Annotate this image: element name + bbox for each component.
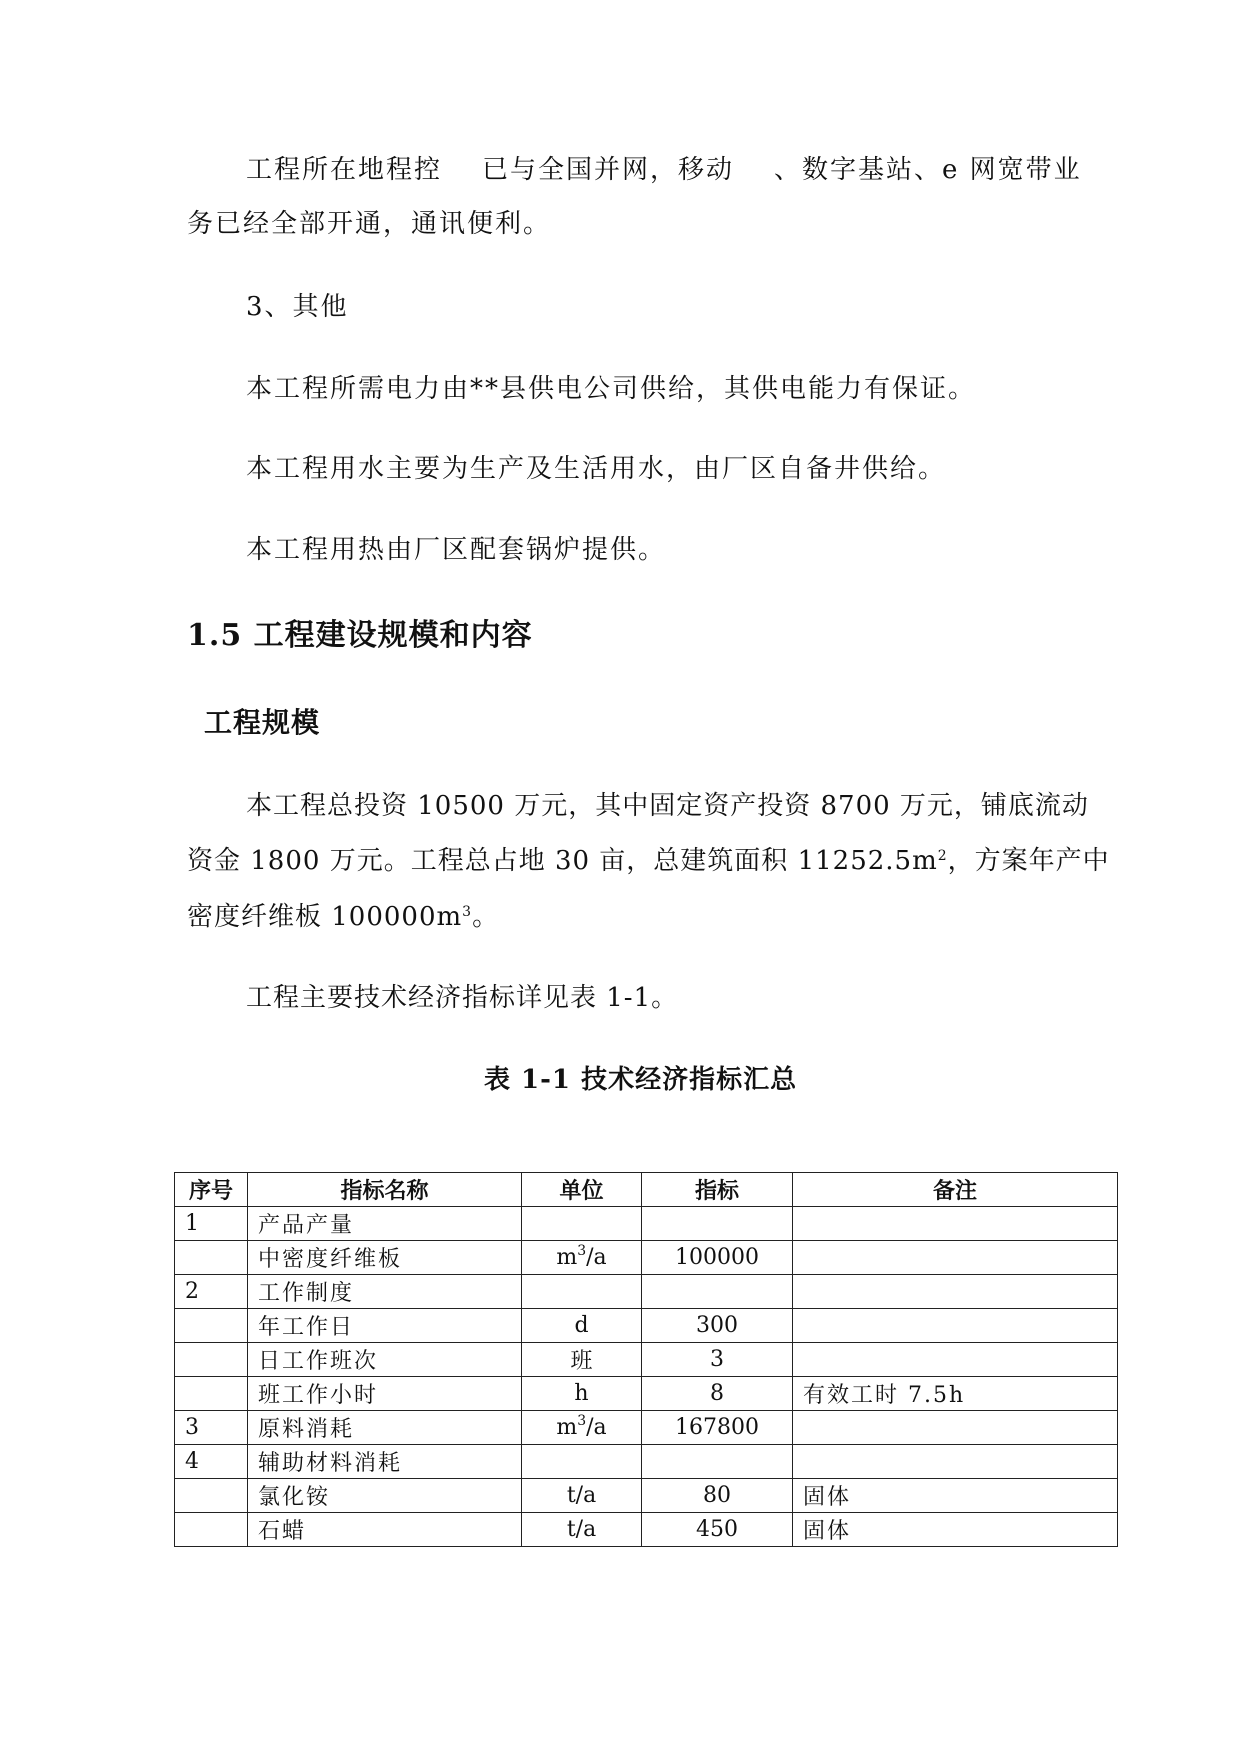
note-cell [793,1241,1118,1275]
telecom-text-b: 已与全国并网，移动 [482,155,735,185]
row-number-cell: 3 [175,1411,248,1445]
scale-line2-text-a: 资金 1800 万元。工程总占地 30 亩，总建筑面积 11252.5m [187,846,938,876]
indicator-name-cell: 产品产量 [248,1207,522,1241]
table-body [175,1207,1118,1547]
note-cell [793,1343,1118,1377]
note-cell [793,1275,1118,1309]
unit-suffix: /a [586,1245,607,1270]
indicator-value-cell: 450 [642,1513,793,1547]
unit-cell [522,1479,642,1513]
note-cell: 固体 [793,1479,1118,1513]
unit-superscript: 3 [577,1243,587,1259]
indicator-value-cell [642,1445,793,1479]
indicator-name-cell: 日工作班次 [248,1343,522,1377]
unit-text: t/a [566,1483,597,1508]
paragraph-power: 本工程所需电力由**县供电公司供给，其供电能力有保证。 [246,374,977,404]
unit-cell [522,1343,642,1377]
row-number-cell: 2 [175,1275,248,1309]
table-caption: 表 1-1 技术经济指标汇总 [484,1065,798,1095]
unit-cell [522,1309,642,1343]
note-cell [793,1411,1118,1445]
unit-cell [522,1377,642,1411]
scale-line1: 本工程总投资 10500 万元，其中固定资产投资 8700 万元，铺底流动 [246,791,1089,821]
unit-text: m [556,1245,578,1270]
table-row [175,1513,1118,1547]
unit-text: m [556,1415,578,1440]
note-cell: 有效工时 7.5h [793,1377,1118,1411]
table-row [175,1411,1118,1445]
table-reference: 工程主要技术经济指标详见表 1-1。 [246,983,679,1013]
section-title: 1.5 工程建设规模和内容 [187,618,533,653]
unit-cell [522,1275,642,1309]
indicator-name-cell: 原料消耗 [248,1411,522,1445]
table-row [175,1275,1118,1309]
indicator-name-cell: 班工作小时 [248,1377,522,1411]
indicator-value-cell [642,1207,793,1241]
other-heading: 3、其他 [246,292,349,322]
note-cell [793,1207,1118,1241]
telecom-text-c: 、数字基站、e 网宽带业 [774,155,1082,185]
unit-superscript: 3 [577,1413,587,1429]
unit-cell [522,1241,642,1275]
column-header: 备注 [793,1173,1118,1207]
telecom-text-a: 工程所在地程控 [246,155,443,185]
paragraph-water: 本工程用水主要为生产及生活用水，由厂区自备井供给。 [246,454,947,484]
table-row [175,1241,1118,1275]
note-cell [793,1309,1118,1343]
column-header: 指标名称 [248,1173,522,1207]
row-number-cell [175,1241,248,1275]
paragraph-heat: 本工程用热由厂区配套锅炉提供。 [246,535,667,565]
unit-text: t/a [566,1517,597,1542]
indicator-value-cell: 167800 [642,1411,793,1445]
area-unit-superscript: 2 [937,848,948,864]
section-subtitle: 工程规模 [204,706,321,739]
table-header-row [175,1173,1118,1207]
unit-cell [522,1207,642,1241]
indicator-value-cell: 8 [642,1377,793,1411]
unit-cell [522,1445,642,1479]
unit-cell [522,1411,642,1445]
scale-line2-text-b: ，方案年产中 [947,846,1110,876]
unit-text: h [574,1381,589,1406]
scale-line2 [187,844,1110,878]
paragraph-telecom-line2: 务已经全部开通，通讯便利。 [187,209,552,239]
indicator-name-cell: 中密度纤维板 [248,1241,522,1275]
table-row [175,1343,1118,1377]
indicator-name-cell: 石蜡 [248,1513,522,1547]
indicator-name-cell: 年工作日 [248,1309,522,1343]
table-row [175,1445,1118,1479]
unit-text: 班 [570,1349,593,1374]
row-number-cell: 1 [175,1207,248,1241]
table-row [175,1207,1118,1241]
indicator-name-cell: 工作制度 [248,1275,522,1309]
table-row [175,1479,1118,1513]
table-row [175,1309,1118,1343]
row-number-cell [175,1479,248,1513]
table-row [175,1377,1118,1411]
scale-line3-text-b: 。 [472,902,500,932]
row-number-cell [175,1343,248,1377]
row-number-cell [175,1513,248,1547]
row-number-cell [175,1377,248,1411]
scale-line3-text-a: 密度纤维板 100000m [187,902,463,932]
column-header: 指标 [642,1173,793,1207]
technical-economic-indicator-table [174,1172,1118,1547]
note-cell [793,1445,1118,1479]
scale-line3 [187,900,499,934]
indicator-value-cell: 100000 [642,1241,793,1275]
unit-cell [522,1513,642,1547]
unit-suffix: /a [586,1415,607,1440]
indicator-name-cell: 氯化铵 [248,1479,522,1513]
paragraph-telecom-line1 [246,153,1082,187]
note-cell: 固体 [793,1513,1118,1547]
column-header: 单位 [522,1173,642,1207]
indicator-value-cell: 3 [642,1343,793,1377]
indicator-value-cell [642,1275,793,1309]
row-number-cell [175,1309,248,1343]
indicator-value-cell: 300 [642,1309,793,1343]
indicator-name-cell: 辅助材料消耗 [248,1445,522,1479]
indicator-value-cell: 80 [642,1479,793,1513]
row-number-cell: 4 [175,1445,248,1479]
unit-text: d [574,1313,589,1338]
column-header: 序号 [175,1173,248,1207]
volume-unit-superscript: 3 [462,904,473,920]
